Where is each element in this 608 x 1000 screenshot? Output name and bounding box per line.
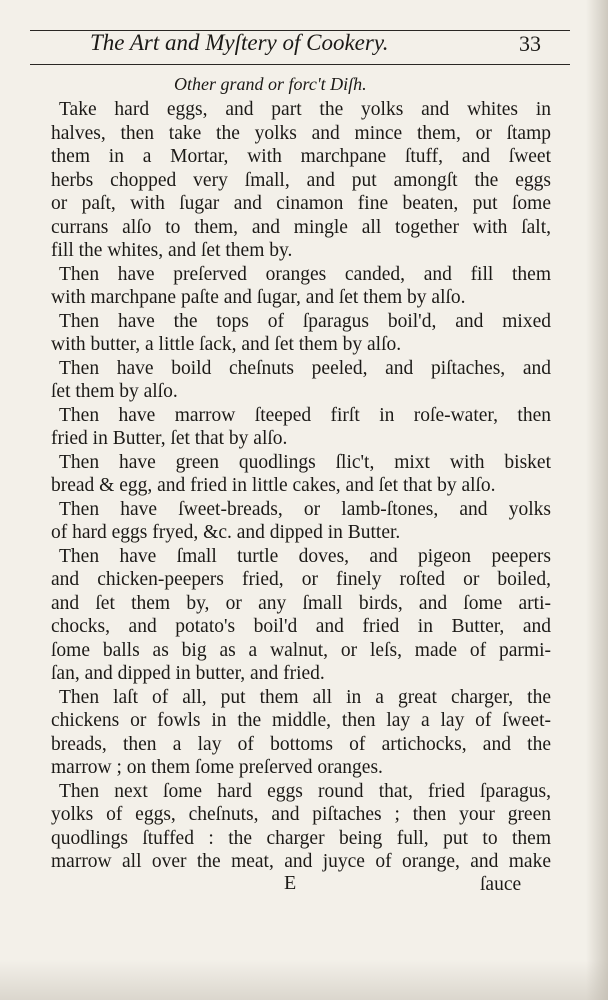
text-line: bread & egg, and fried in little cakes, and ſet that by alſo. (51, 475, 496, 496)
signature-mark: E (284, 872, 297, 894)
text-line: with butter, a little ſack, and ſet them by alſo. (51, 334, 402, 355)
text-line: Then have green quodlings ſlic't, mixt with bisket (59, 451, 551, 473)
text-line: herbs chopped very ſmall, and put amongſt the eggs (51, 169, 551, 191)
text-line: ſan, and dipped in butter, and fried. (51, 663, 325, 684)
text-line: and chicken-peepers fried, or finely roſted or boiled, (51, 569, 551, 590)
text-line: marrow all over the meat, and juyce of orange, and make (51, 851, 551, 872)
text-line: halves, then take the yolks and mince them, or ſtamp (51, 122, 551, 144)
text-line: Then have marrow ſteeped firſt in roſe-water, then (59, 404, 551, 426)
text-line: Then have ſweet-breads, or lamb-ſtones, and yolks (59, 498, 551, 520)
recipe-body (51, 98, 551, 874)
page-edge-shadow (586, 0, 608, 1000)
text-line: fried in Butter, ſet that by alſo. (51, 428, 288, 449)
text-line: with marchpane paſte and ſugar, and ſet them by alſo. (51, 287, 466, 308)
text-line: ſet them by alſo. (51, 381, 178, 402)
page-number: 33 (519, 31, 541, 56)
recipe-heading: Other grand or forc't Diſh. (174, 74, 367, 94)
text-line: of hard eggs fryed, &c. and dipped in Butter. (51, 522, 401, 543)
text-line: and ſet them by, or any ſmall birds, and ſome arti- (51, 592, 551, 614)
text-line: Then next ſome hard eggs round that, fried ſparagus, (59, 780, 551, 802)
text-line: breads, then a lay of bottoms of artichocks, and the (51, 733, 551, 755)
text-line: Take hard eggs, and part the yolks and whites in (59, 99, 551, 120)
text-line: quodlings ſtuffed : the charger being full, put to them (51, 827, 551, 849)
text-line: yolks of eggs, cheſnuts, and piſtaches ; then your green (51, 804, 551, 825)
text-line: marrow ; on them ſome preſerved oranges. (51, 757, 383, 778)
text-line: Then have ſmall turtle doves, and pigeon peepers (59, 545, 551, 567)
text-line: them in a Mortar, with marchpane ſtuff, and ſweet (51, 146, 551, 167)
catchword: ſauce (480, 874, 522, 895)
header-rule-bottom (30, 64, 570, 65)
page-bottom-shadow (0, 960, 608, 1000)
text-line: chocks, and potato's boil'd and fried in Butter, and (51, 616, 551, 637)
text-line: ſome balls as big as a walnut, or leſs, made of parmi- (51, 639, 551, 661)
text-line: chickens or fowls in the middle, then lay a lay of ſweet- (51, 710, 551, 731)
text-line: Then have preſerved oranges canded, and fill them (59, 263, 551, 285)
text-line: Then have boild cheſnuts peeled, and piſtaches, and (59, 357, 551, 379)
text-line: or paſt, with ſugar and cinamon fine beaten, put ſome (51, 193, 551, 214)
running-title: The Art and Myſtery of Cookery. (90, 30, 389, 55)
text-line: fill the whites, and ſet them by. (51, 240, 293, 261)
text-line: Then laſt of all, put them all in a great charger, the (59, 686, 551, 708)
text-line: Then have the tops of ſparagus boil'd, and mixed (59, 310, 551, 332)
text-line: currans alſo to them, and mingle all together with ſalt, (51, 216, 551, 238)
